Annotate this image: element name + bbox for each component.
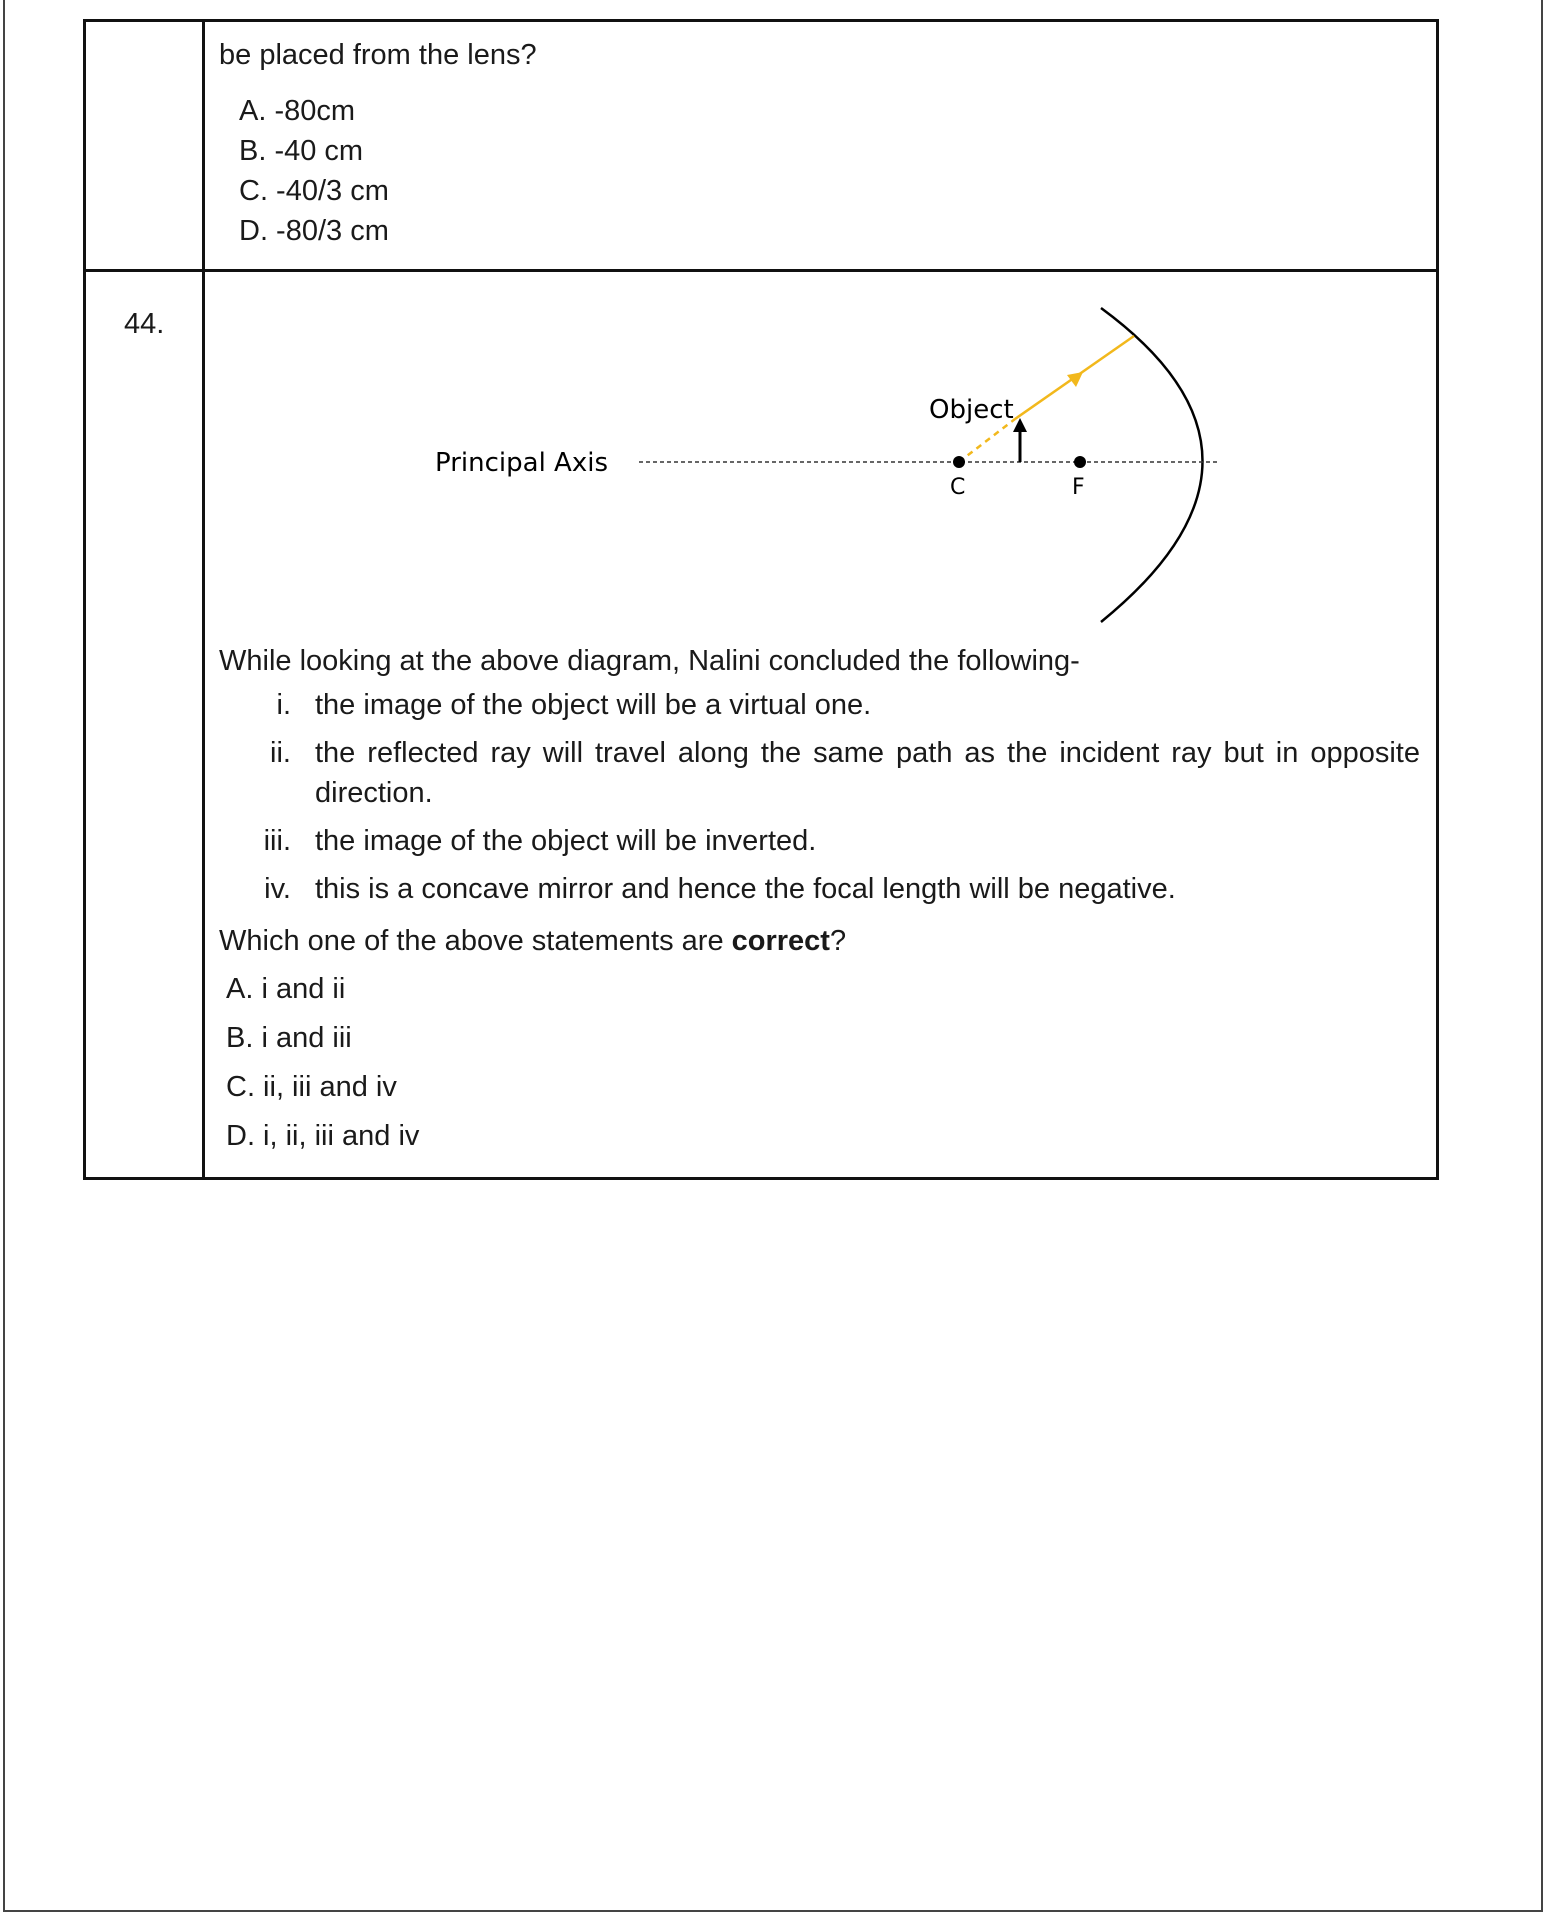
point-f-label: F (1072, 475, 1085, 501)
question-table (83, 19, 1439, 1180)
question-prompt-text: Which one of the above statements are (219, 925, 732, 958)
question-number-cell (85, 271, 204, 1179)
statement-item (219, 869, 1420, 909)
statement-item (219, 821, 1420, 861)
question-number: 44. (124, 308, 165, 341)
statement-text: the image of the object will be inverted. (315, 825, 817, 858)
option-b: B. i and iii (226, 1022, 352, 1055)
statements-list (219, 685, 1420, 909)
statement-numeral: iv. (264, 873, 291, 906)
statement-intro: While looking at the above diagram, Nalini concluded the following- (219, 645, 1080, 678)
question-content-cell (204, 271, 1438, 1179)
statement-text: this is a concave mirror and hence the focal length will be negative. (315, 873, 1176, 906)
point-f-dot (1074, 456, 1086, 468)
incident-ray-dashed (959, 419, 1015, 462)
question-prompt (219, 917, 1420, 965)
option-c: C. -40/3 cm (239, 175, 389, 208)
statement-item (219, 733, 1420, 813)
question-prompt-emphasis: correct (731, 925, 830, 958)
option-a: A. -80cm (239, 95, 356, 128)
question-row-43-continuation (85, 21, 1438, 271)
statement-numeral: iii. (263, 825, 291, 858)
mirror-diagram (219, 272, 1420, 637)
statement-item (219, 685, 1420, 725)
option-a: A. i and ii (226, 973, 346, 1006)
point-c-dot (953, 456, 965, 468)
mirror-diagram-svg (219, 272, 1219, 637)
question-content-cell (204, 21, 1438, 271)
ray-arrowhead (1067, 372, 1083, 387)
object-label: Object (929, 395, 1014, 426)
option-b: B. -40 cm (239, 135, 364, 168)
principal-axis-label: Principal Axis (435, 448, 608, 479)
option-d: D. i, ii, iii and iv (226, 1120, 420, 1153)
question-row-44 (85, 271, 1438, 1179)
option-d: D. -80/3 cm (239, 215, 389, 248)
option-c: C. ii, iii and iv (226, 1071, 397, 1104)
concave-mirror-curve (1101, 308, 1203, 622)
statement-text: the reflected ray will travel along the same path as the incident ray but in opposite direction. (315, 737, 1420, 810)
statement-numeral: i. (276, 689, 291, 722)
options-list (239, 91, 1420, 251)
statement-text: the image of the object will be a virtual one. (315, 689, 872, 722)
question-prompt-end: ? (829, 925, 847, 958)
statement-numeral: ii. (270, 737, 291, 770)
options-list (226, 965, 1420, 1161)
question-text: be placed from the lens? (219, 39, 537, 71)
point-c-label: C (950, 475, 966, 501)
question-number-cell (85, 21, 204, 271)
